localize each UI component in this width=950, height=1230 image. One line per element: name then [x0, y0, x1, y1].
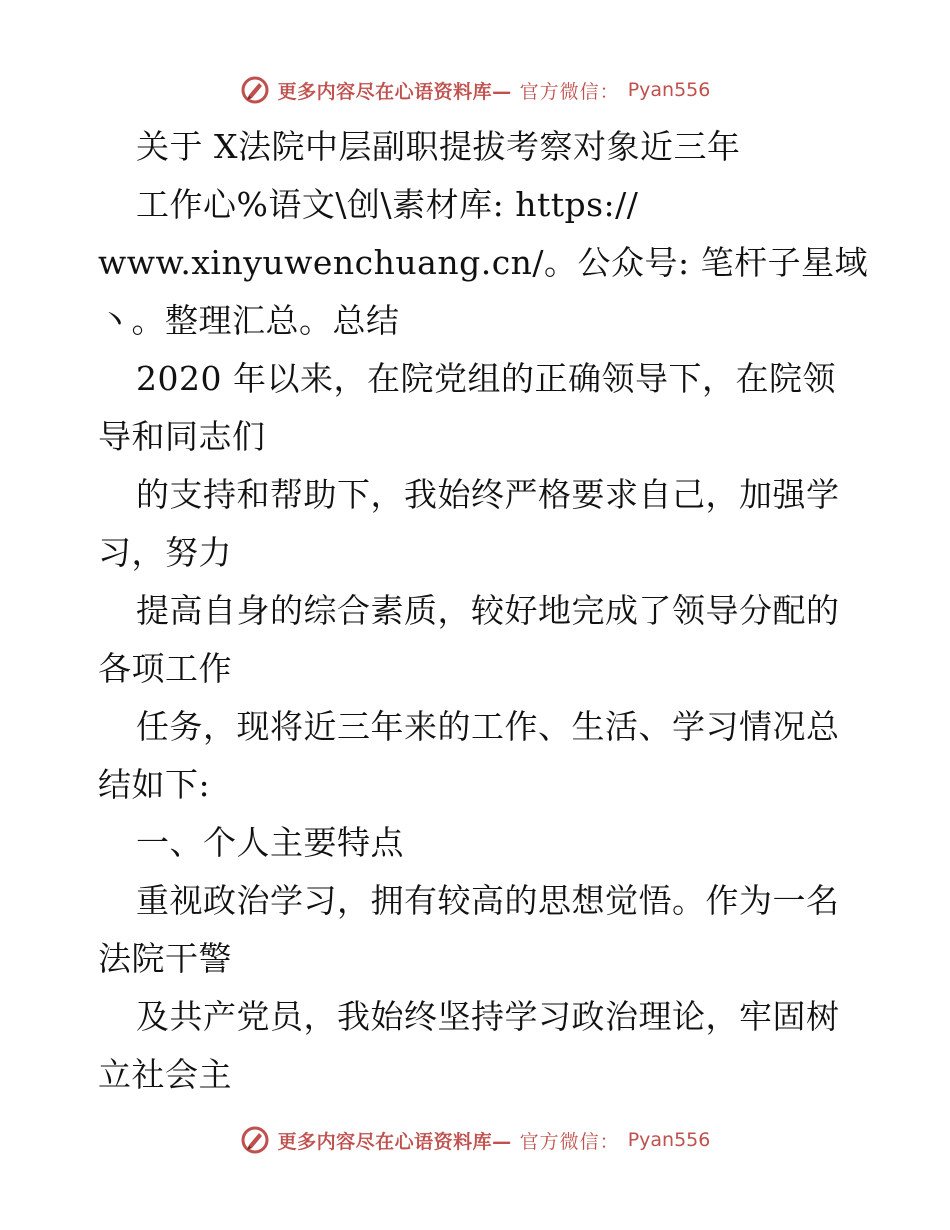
- text-line: 工作心%语文\创\素材库: https://: [136, 185, 639, 224]
- header-wechat-label: 官方微信：: [519, 80, 620, 103]
- header-wechat-id: Pyan556: [627, 79, 711, 101]
- footer-wechat-id: Pyan556: [627, 1129, 711, 1151]
- text-line: 法院干警: [98, 939, 232, 978]
- footer-wechat-label: 官方微信：: [519, 1130, 620, 1153]
- footer-text: 更多内容尽在心语资料库—: [277, 1130, 512, 1153]
- text-line: 导和同志们: [98, 417, 266, 456]
- section-heading: 一、个人主要特点: [136, 823, 404, 862]
- pen-logo-icon: [240, 1125, 270, 1155]
- text-line: www.xinyuwenchuang.cn/。公众号: 笔杆子星域: [98, 243, 869, 282]
- text-line: 立社会主: [98, 1055, 232, 1094]
- document-body: [98, 118, 869, 1104]
- text-line: 关于 X法院中层副职提拔考察对象近三年: [136, 127, 741, 166]
- text-line: 任务，现将近三年来的工作、生活、学习情况总: [136, 707, 840, 746]
- text-line: 各项工作: [98, 649, 232, 688]
- text-line: 结如下:: [98, 765, 211, 804]
- text-line: 重视政治学习，拥有较高的思想觉悟。作为一名: [136, 881, 840, 920]
- text-line: 丶。整理汇总。总结: [98, 301, 400, 340]
- header-text: 更多内容尽在心语资料库—: [277, 80, 512, 103]
- header-banner: [0, 70, 950, 110]
- footer-banner: [0, 1120, 950, 1160]
- text-line: 的支持和帮助下，我始终严格要求自己，加强学: [136, 475, 840, 514]
- text-line: 习，努力: [98, 533, 232, 572]
- text-line: 提高自身的综合素质，较好地完成了领导分配的: [136, 591, 840, 630]
- text-line: 及共产党员，我始终坚持学习政治理论，牢固树: [136, 997, 840, 1036]
- pen-logo-icon: [240, 75, 270, 105]
- text-line: 2020 年以来，在院党组的正确领导下，在院领: [136, 359, 836, 398]
